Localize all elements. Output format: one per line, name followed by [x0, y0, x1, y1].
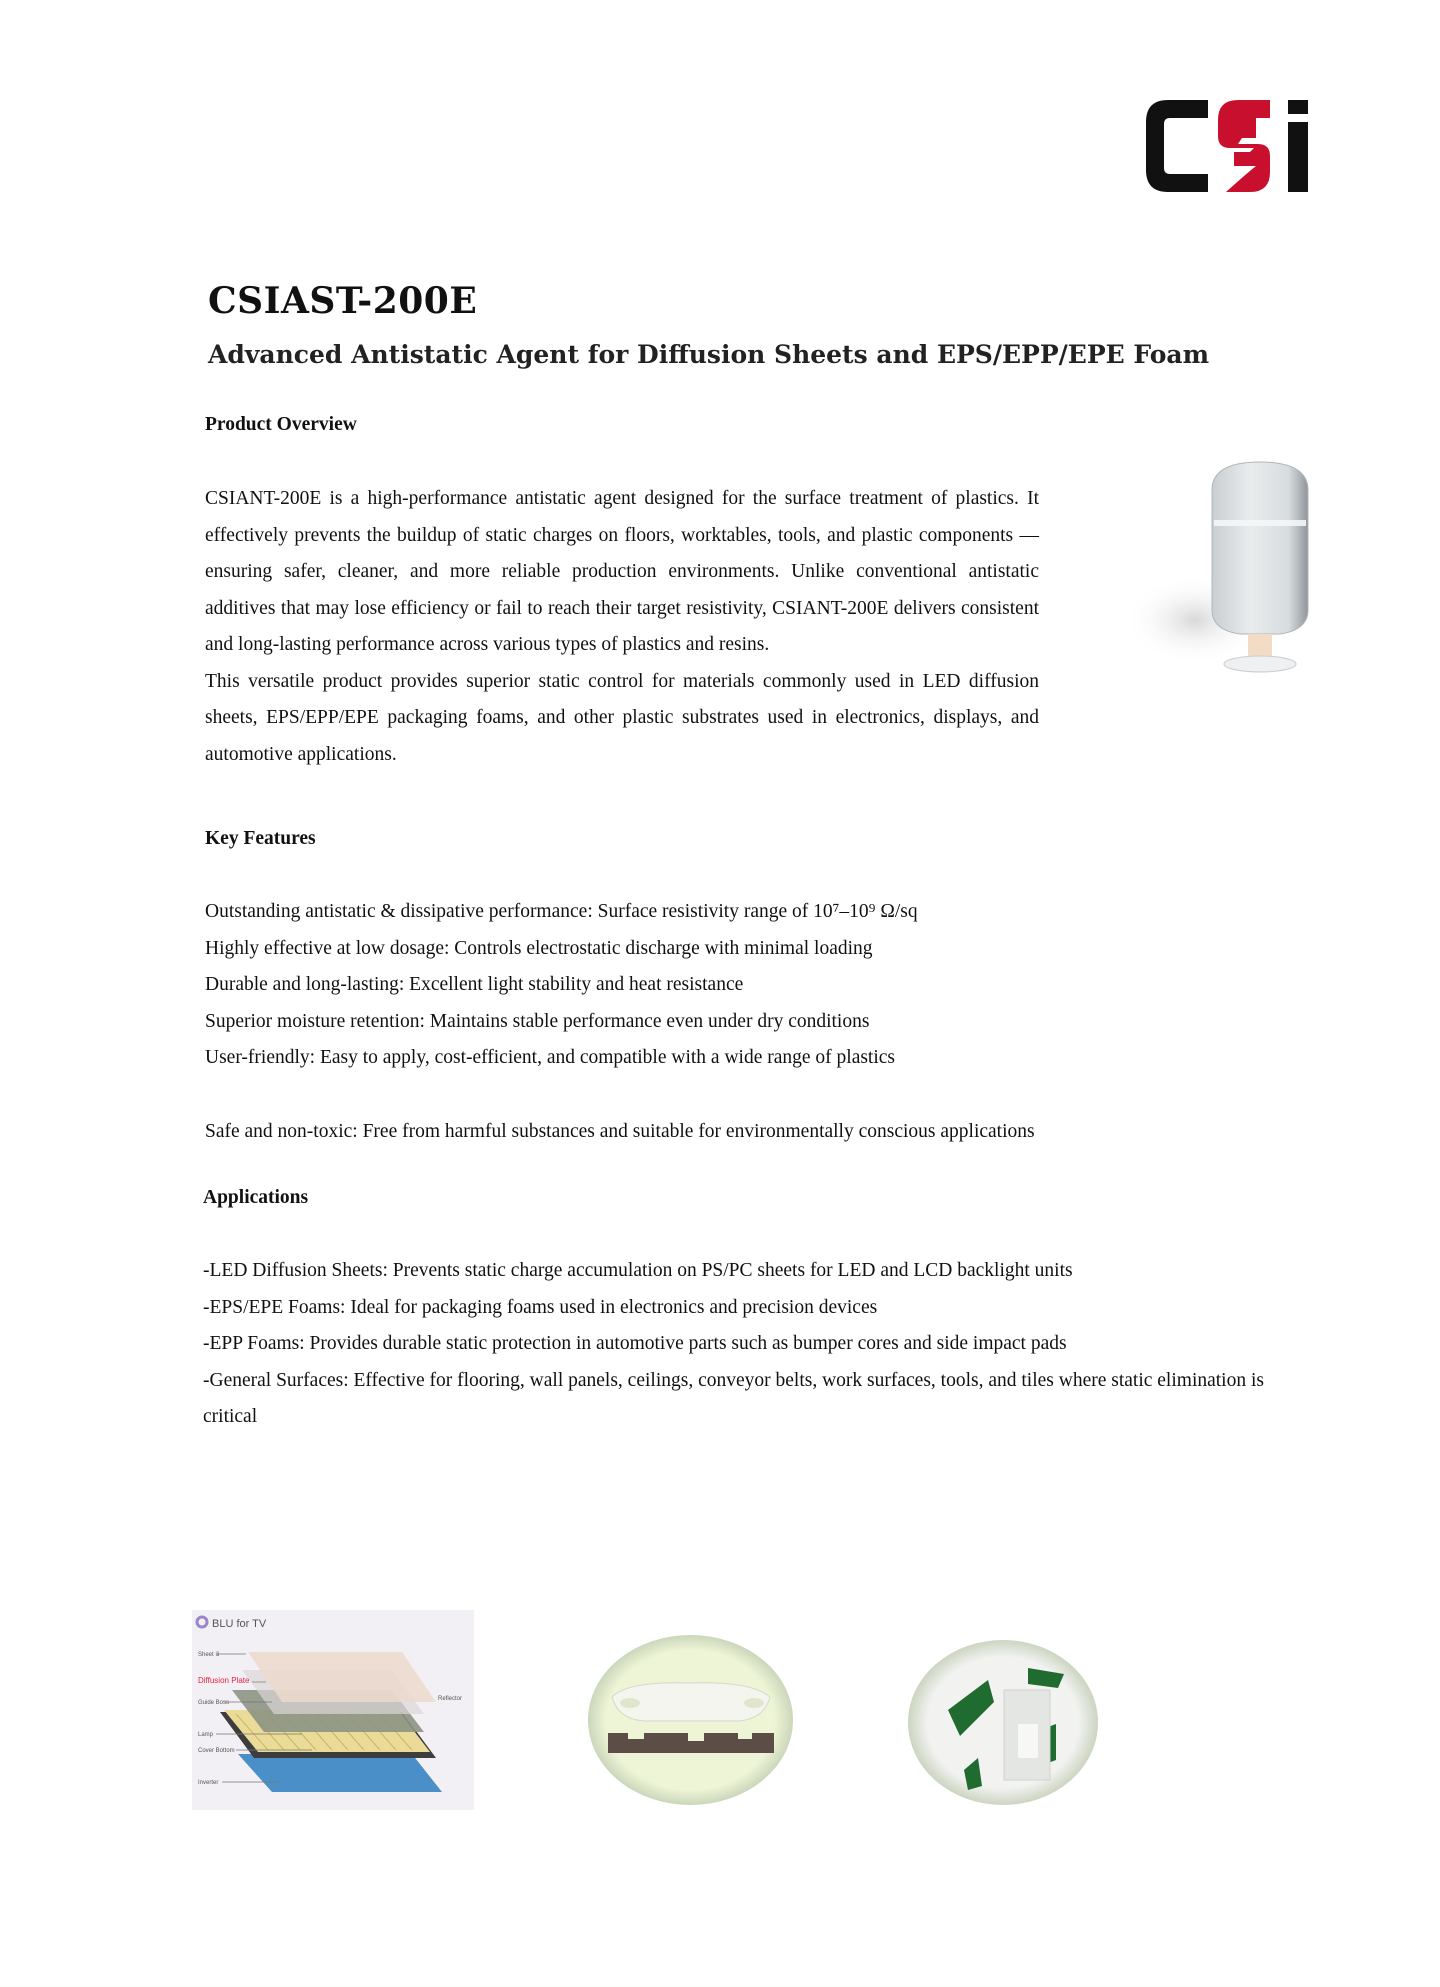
applications-list: [203, 1253, 1283, 1436]
applications-heading: Applications: [203, 1187, 309, 1208]
feature-item: Durable and long-lasting: Excellent light stability and heat resistance: [205, 974, 744, 996]
features-heading: Key Features: [205, 828, 316, 849]
svg-text:Lamp: Lamp: [198, 1732, 214, 1738]
packaging-foam-photo: [908, 1640, 1098, 1805]
overview-body: [205, 481, 1039, 773]
feature-item: Superior moisture retention: Maintains stable performance even under dry conditions: [205, 1010, 870, 1032]
feature-item: Outstanding antistatic & dissipative performance: Surface resistivity range of 10⁷–10⁹ Ω/sq: [205, 901, 918, 922]
diagram-title: BLU for TV: [212, 1618, 267, 1630]
svg-text:Reflector: Reflector: [438, 1696, 463, 1702]
svg-text:Inverter: Inverter: [198, 1780, 219, 1786]
bullet-icon: [197, 1617, 207, 1627]
csi-logo: [1138, 92, 1324, 200]
bumper-core-photo: [588, 1635, 793, 1805]
svg-text:Diffusion Plate: Diffusion Plate: [198, 1676, 250, 1685]
feature-item: Highly effective at low dosage: Controls electrostatic discharge with minimal loading: [205, 937, 873, 959]
application-item: -EPP Foams: Provides durable static protection in automotive parts such as bumper cores and side impact pads: [203, 1333, 1067, 1355]
overview-paragraph: This versatile product provides superior static control for materials commonly used in LED diffusion sheets, EPS/EPP/EPE packaging foams, and other plastic substrates used in electronics, displays, and automotive applications.: [205, 670, 1039, 765]
product-bottle-image: [1120, 450, 1350, 690]
application-item: -LED Diffusion Sheets: Prevents static charge accumulation on PS/PC sheets for LED and LCD backlight units: [203, 1260, 1073, 1281]
application-item: -General Surfaces: Effective for flooring, wall panels, ceilings, conveyor belts, work surfaces, tools, and tiles where static elimination is critical: [203, 1369, 1264, 1428]
svg-text:Cover Bottom: Cover Bottom: [198, 1748, 235, 1754]
feature-item-safe: Safe and non-toxic: Free from harmful substances and suitable for environmentally conscious applications: [205, 1121, 1035, 1142]
svg-text:Sheet ⅲ: Sheet ⅲ: [198, 1652, 220, 1658]
product-title: CSIAST-200E: [208, 280, 478, 322]
blu-diagram-image: [192, 1610, 474, 1810]
application-item: -EPS/EPE Foams: Ideal for packaging foams used in electronics and precision devices: [203, 1296, 878, 1318]
features-list: [205, 894, 918, 1077]
overview-heading: Product Overview: [205, 414, 357, 435]
product-subtitle: Advanced Antistatic Agent for Diffusion Sheets and EPS/EPP/EPE Foam: [208, 340, 1210, 369]
feature-item: User-friendly: Easy to apply, cost-efficient, and compatible with a wide range of plastics: [205, 1047, 896, 1069]
overview-paragraph: CSIANT-200E is a high-performance antistatic agent designed for the surface treatment of plastics. It effectively prevents the buildup of static charges on floors, worktables, tools, and plastic components — ensuring safer, cleaner, and more reliable production environments. Unlike conventional antistatic additives that may lose efficiency or fail to reach their target resistivity, CSIANT-200E delivers consistent and long-lasting performance across various types of plastics and resins.: [205, 488, 1039, 655]
svg-text:Guide Boss: Guide Boss: [198, 1700, 230, 1706]
